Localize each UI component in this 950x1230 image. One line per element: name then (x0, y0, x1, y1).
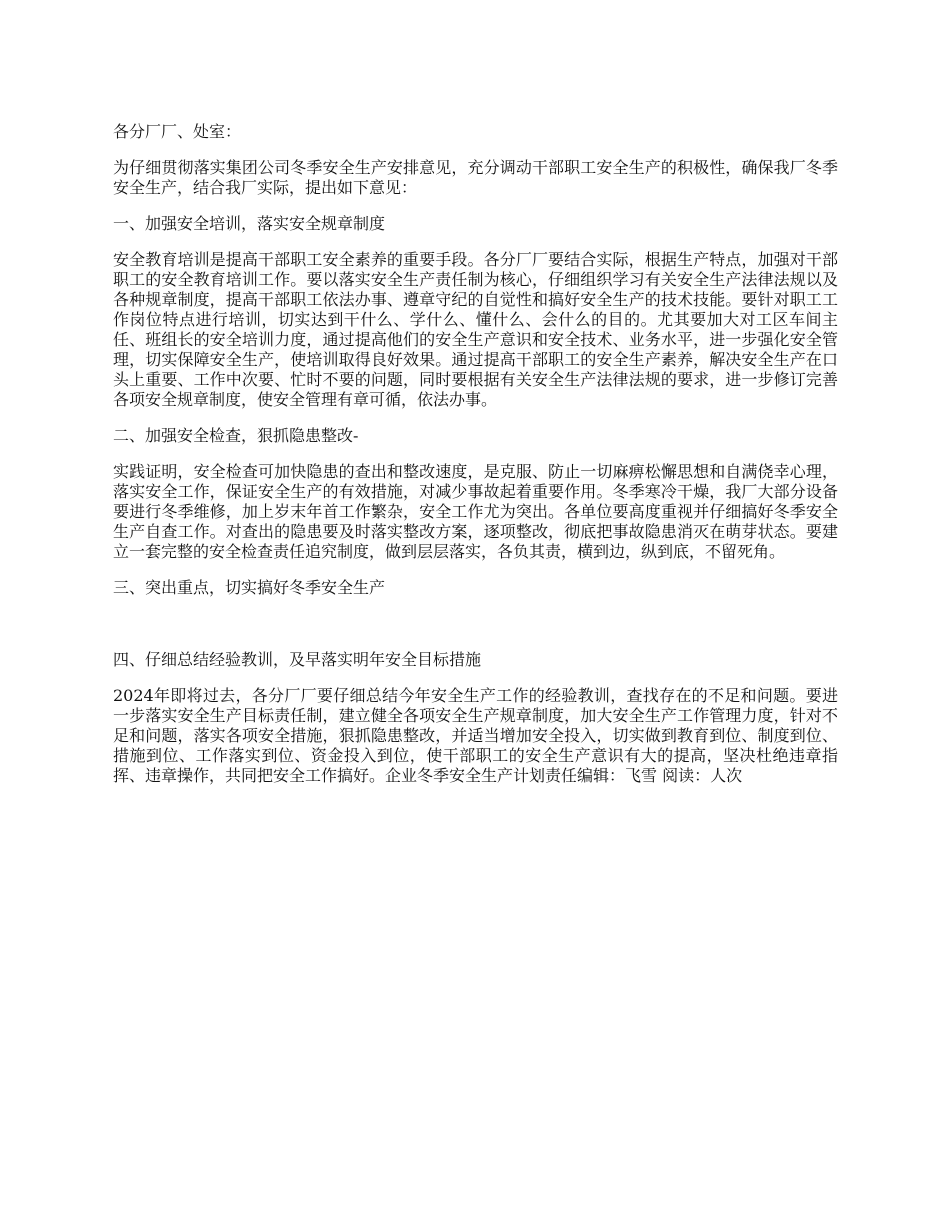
intro-paragraph: 为仔细贯彻落实集团公司冬季安全生产安排意见，充分调动干部职工安全生产的积极性，确保我厂冬季安全生产，结合我厂实际，提出如下意见： (113, 158, 838, 197)
document-body (113, 122, 838, 802)
section-3-heading: 三、突出重点，切实搞好冬季安全生产 (113, 578, 386, 597)
section-1-body: 安全教育培训是提高干部职工安全素养的重要手段。各分厂厂要结合实际，根据生产特点，加强对干部职工的安全教育培训工作。要以落实安全生产责任制为核心，仔细组织学习有关安全生产法律法规以及各种规章制度，提高干部职工依法办事、遵章守纪的自觉性和搞好安全生产的技术技能。要针对职工工作岗位特点进行培训，切实达到干什么、学什么、懂什么、会什么的目的。尤其要加大对工区车间主任、班组长的安全培训力度，通过提高他们的安全生产意识和安全技术、业务水平，进一步强化安全管理，切实保障安全生产，使培训取得良好效果。通过提高干部职工的安全生产素养，解决安全生产在口头上重要、工作中次要、忙时不要的问题，同时要根据有关安全生产法律法规的要求，进一步修订完善各项安全规章制度，使安全管理有章可循，依法办事。 (113, 250, 838, 409)
section-4-body: 2024年即将过去，各分厂厂要仔细总结今年安全生产工作的经验教训，查找存在的不足和问题。要进一步落实安全生产目标责任制，建立健全各项安全生产规章制度，加大安全生产工作管理力度，针对不足和问题，落实各项安全措施，狠抓隐患整改，并适当增加安全投入，切实做到教育到位、制度到位、措施到位、工作落实到位、资金投入到位，使干部职工的安全生产意识有大的提高，坚决杜绝违章指挥、违章操作，共同把安全工作搞好。企业冬季安全生产计划责任编辑：飞雪 阅读：人次 (113, 686, 838, 785)
section-2-body: 实践证明，安全检查可加快隐患的查出和整改速度，是克服、防止一切麻痹松懈思想和自满侥幸心理，落实安全工作，保证安全生产的有效措施，对减少事故起着重要作用。冬季寒冷干燥，我厂大部分设备要进行冬季维修，加上岁末年首工作繁杂，安全工作尤为突出。各单位要高度重视并仔细搞好冬季安全生产自查工作。对查出的隐患要及时落实整改方案，逐项整改，彻底把事故隐患消灭在萌芽状态。要建立一套完整的安全检查责任追究制度，做到层层落实，各负其责，横到边，纵到底，不留死角。 (113, 462, 838, 561)
section-2-heading: 二、加强安全检查，狠抓隐患整改- (113, 426, 359, 445)
section-4-heading: 四、仔细总结经验教训，及早落实明年安全目标措施 (113, 650, 482, 669)
section-1-heading: 一、加强安全培训，落实安全规章制度 (113, 214, 386, 233)
salutation: 各分厂厂、处室： (113, 122, 242, 141)
